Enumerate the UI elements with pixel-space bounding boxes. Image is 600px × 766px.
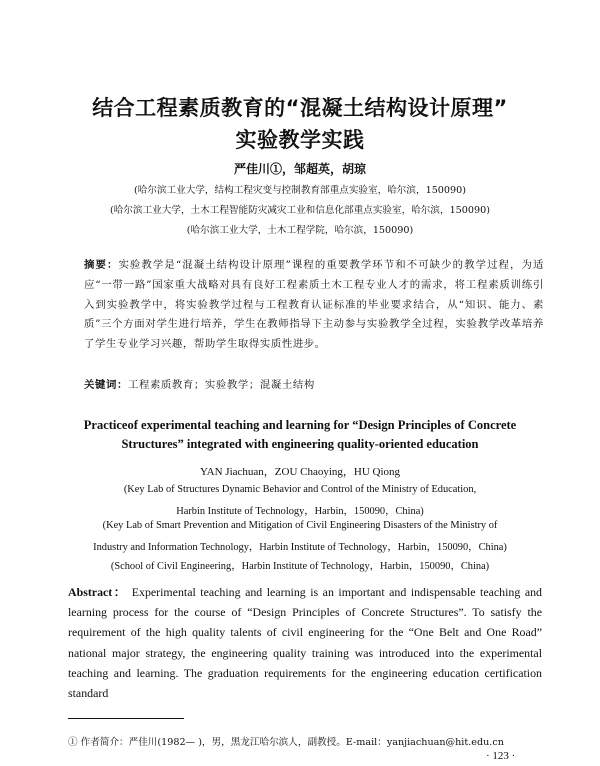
chinese-affiliation-1: (哈尔滨工业大学，结构工程灾变与控制教育部重点实验室，哈尔滨，150090) — [134, 185, 466, 196]
english-authors: YAN Jiachuan，ZOU Chaoying，HU Qiong — [199, 466, 401, 478]
chinese-affiliation-2: (哈尔滨工业大学，土木工程智能防灾减灾工业和信息化部重点实验室，哈尔滨，150090) — [110, 205, 490, 216]
chinese-title-line-1: 结合工程素质教育的“混凝土结构设计原理” — [92, 96, 508, 120]
chinese-keywords — [84, 376, 315, 391]
english-abstract-text: Experimental teaching and learning is an important and indispensable teaching and learning process for the course of “Design Principles of Concrete Structures”. To satisfy the requirement of the high quality talents of civil engineering for the “One Belt and One Road” national major strategy, the engineering quality training was introduced into the experimental teaching and learning. The graduation requirements for the engineering education certification standard — [68, 585, 542, 701]
english-affiliation-5: (School of Civil Engineering，Harbin Institute of Technology，Harbin，150090，China) — [110, 561, 490, 572]
chinese-abstract-text: 实验教学是“混凝土结构设计原理”课程的重要教学环节和不可缺少的教学过程，为适应“一带一路”国家重大战略对具有良好工程素质土木工程专业人才的需求，将工程素质训练引入到实验教学中，将实验教学过程与工程教育认证标准的毕业要求结合，从“知识、能力、素质”三个方面对学生进行培养，学生在教师指导下主动参与实验教学全过程，实验教学改革培养了学生专业学习兴趣，帮助学生取得实质性进步。 — [84, 259, 544, 351]
chinese-title-line-2: 实验教学实践 — [235, 128, 365, 152]
page-number: · 123 · — [486, 750, 516, 762]
english-affiliation-2: Harbin Institute of Technology，Harbin，150090，China) — [176, 506, 424, 517]
chinese-authors: 严佳川①，邹超英，胡琼 — [233, 162, 366, 176]
chinese-affiliation-3: (哈尔滨工业大学，土木工程学院，哈尔滨，150090) — [186, 225, 414, 236]
chinese-abstract — [84, 256, 544, 355]
chinese-keywords-label: 关键词： — [84, 379, 128, 391]
english-abstract — [68, 582, 542, 703]
english-affiliation-3: (Key Lab of Smart Prevention and Mitigation of Civil Engineering Disasters of the Ministry of — [102, 520, 498, 531]
footnote-divider — [68, 718, 184, 719]
english-affiliation-1: (Key Lab of Structures Dynamic Behavior and Control of the Ministry of Education, — [123, 484, 477, 495]
chinese-keywords-text: 工程素质教育；实验教学；混凝土结构 — [127, 379, 315, 391]
author-footnote: ① 作者简介：严佳川(1982— )，男，黑龙江哈尔滨人，副教授。E-mail：yanjiachuan@hit.edu.cn — [68, 737, 504, 748]
english-title-line-1: Practiceof experimental teaching and learning for “Design Principles of Concrete — [83, 418, 517, 432]
chinese-abstract-label: 摘要： — [84, 259, 119, 271]
english-abstract-label: Abstract： — [68, 585, 128, 599]
english-title-line-2: Structures” integrated with engineering quality-oriented education — [121, 437, 479, 451]
english-affiliation-4: Industry and Information Technology，Harbin Institute of Technology，Harbin，150090，China) — [93, 542, 507, 553]
